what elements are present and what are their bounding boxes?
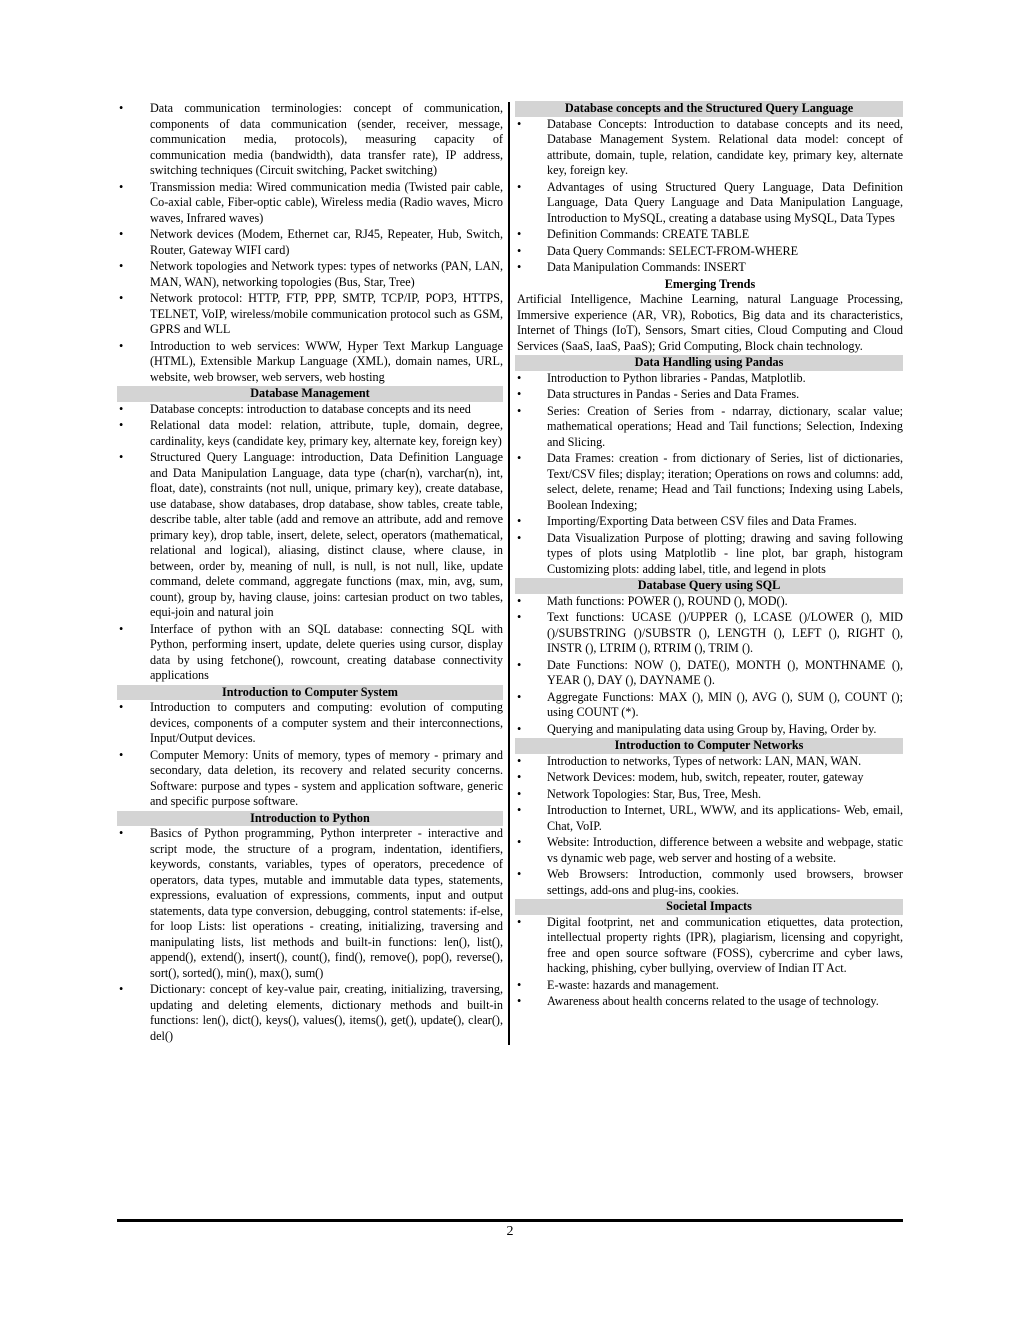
networking-list [117,101,503,385]
computer-networks-list [517,754,903,899]
list-item: • Database Concepts: Introduction to database concepts and its need, Database Management System. Relational data model: concept of attribute, domain, tuple, relation, candidate key, primary key, alternate key, foreign key. [517,117,903,179]
python-list [117,826,503,1044]
section-heading-societal-impacts: Societal Impacts [515,899,903,915]
list-item: • Relational data model: relation, attribute, tuple, domain, degree, cardinality, keys (candidate key, primary key, alternate key, foreign key) [117,418,503,449]
right-column [510,101,903,1045]
list-item: • Data structures in Pandas - Series and Data Frames. [517,387,903,403]
list-item: • Querying and manipulating data using Group by, Having, Order by. [517,722,903,738]
list-item: • Introduction to networks, Types of network: LAN, MAN, WAN. [517,754,903,770]
list-item: • Series: Creation of Series from - ndarray, dictionary, scalar value; mathematical operations; Head and Tail functions; Selection, Indexing and Slicing. [517,404,903,451]
list-item: • Database concepts: introduction to database concepts and its need [117,402,503,418]
list-item: • Interface of python with an SQL database: connecting SQL with Python, performing insert, update, delete queries using cursor, display data by using fetchone(), rowcount, creating database connectivity applications [117,622,503,684]
database-concepts-sql-list [517,117,903,276]
section-heading-database-management: Database Management [117,386,503,402]
list-item: • Data Manipulation Commands: INSERT [517,260,903,276]
two-column-layout [117,101,903,1045]
list-item: • Math functions: POWER (), ROUND (), MOD(). [517,594,903,610]
page-number: 2 [506,1224,514,1239]
list-item: • Introduction to web services: WWW, Hyper Text Markup Language (HTML), Extensible Markup Language (XML), domain names, URL, website, web browser, web servers, web hosting [117,339,503,386]
list-item: • Importing/Exporting Data between CSV files and Data Frames. [517,514,903,530]
section-heading-database-concepts-sql: Database concepts and the Structured Query Language [515,101,903,117]
list-item: • Date Functions: NOW (), DATE(), MONTH (), MONTHNAME (), YEAR (), DAY (), DAYNAME (). [517,658,903,689]
section-heading-sql-query: Database Query using SQL [515,578,903,594]
list-item: • E-waste: hazards and management. [517,978,903,994]
list-item: • Introduction to Python libraries - Pandas, Matplotlib. [517,371,903,387]
list-item: • Text functions: UCASE ()/UPPER (), LCASE ()/LOWER (), MID ()/SUBSTRING ()/SUBSTR (), LENGTH (), LEFT (), RIGHT (), INSTR (), LTRIM (), RTRIM (), TRIM (). [517,610,903,657]
list-item: • Website: Introduction, difference between a website and webpage, static vs dynamic web page, web server and hosting of a website. [517,835,903,866]
list-item: • Computer Memory: Units of memory, types of memory - primary and secondary, data deletion, its recovery and related security concerns. Software: purpose and types - system and application software, generic and specific purpose software. [117,748,503,810]
pandas-list [517,371,903,578]
societal-impacts-list [517,915,903,1010]
section-heading-computer-networks: Introduction to Computer Networks [515,738,903,754]
sql-query-list [517,594,903,738]
list-item: • Network devices (Modem, Ethernet car, RJ45, Repeater, Hub, Switch, Router, Gateway WIFI card) [117,227,503,258]
list-item: • Network Devices: modem, hub, switch, repeater, router, gateway [517,770,903,786]
list-item: • Structured Query Language: introduction, Data Definition Language and Data Manipulation Language, data type (char(n), varchar(n), int, float, date), constraints (not null, unique, primary key), create database, use database, show databases, drop database, show tables, create table, describe table, alter table (add and remove an attribute, add and remove primary key), drop table, insert, delete, select, operators (mathematical, relational and logical), aliasing, distinct clause, where clause, in between, order by, meaning of null, is null, is not null, like, update command, delete command, aggregate functions (max, min, avg, sum, count), group by, having clause, joins: cartesian product on two tables, equi-join and natural join [117,450,503,621]
list-item: • Introduction to computers and computing: evolution of computing devices, components of a computer system and their interconnections, Input/Output devices. [117,700,503,747]
footer-rule [117,1219,903,1222]
list-item: • Basics of Python programming, Python interpreter - interactive and script mode, the structure of a program, indentation, identifiers, keywords, constants, variables, types of operators, precedence of operators, data types, mutable and immutable data types, statements, expressions, evaluation of expressions, comments, input and output statements, data type conversion, debugging, control statements: if-else, for loop Lists: list operations - creating, initializing, traversing and manipulating lists, list methods and built-in functions: len(), list(), append(), extend(), insert(), count(), find(), remove(), pop(), reverse(), sort(), sorted(), min(), max(), sum() [117,826,503,981]
list-item: • Data Frames: creation - from dictionary of Series, list of dictionaries, Text/CSV files; display; iteration; Operations on rows and columns: add, select, delete, rename; Head and Tail functions; Indexing using Labels, Boolean Indexing; [517,451,903,513]
list-item: • Definition Commands: CREATE TABLE [517,227,903,243]
list-item: • Data Query Commands: SELECT-FROM-WHERE [517,244,903,260]
list-item: • Digital footprint, net and communication etiquettes, data protection, intellectual property rights (IPR), plagiarism, licensing and copyright, free and open source software (FOSS), cybercrime and cyber laws, hacking, phishing, cyber bullying, overview of Indian IT Act. [517,915,903,977]
database-management-list [117,402,503,684]
list-item: • Dictionary: concept of key-value pair, creating, initializing, traversing, updating and deleting elements, dictionary methods and built-in functions: len(), dict(), keys(), values(), items(), get(), update(), clear(), del() [117,982,503,1044]
section-heading-python: Introduction to Python [117,811,503,827]
list-item: • Web Browsers: Introduction, commonly used browsers, browser settings, add-ons and plug-ins, cookies. [517,867,903,898]
section-heading-pandas: Data Handling using Pandas [515,355,903,371]
computer-system-list [117,700,503,810]
section-heading-emerging-trends: Emerging Trends [664,276,756,291]
list-item: • Data communication terminologies: concept of communication, components of data communication (sender, receiver, message, communication media, protocols), measuring capacity of communication media (bandwidth), data transfer rate), IP address, switching techniques (Circuit switching, Packet switching) [117,101,503,179]
emerging-trends-text: Artificial Intelligence, Machine Learning, natural Language Processing, Immersive experience (AR, VR), Robotics, Big data and its characteristics, Internet of Things (IoT), Sensors, Smart cities, Cloud Computing and Cloud Services (SaaS, IaaS, PaaS); Grid Computing, Block chain technology. [517,292,903,353]
list-item: • Network Topologies: Star, Bus, Tree, Mesh. [517,787,903,803]
list-item: • Network protocol: HTTP, FTP, PPP, SMTP, TCP/IP, POP3, HTTPS, TELNET, VoIP, wireless/mobile communication protocol such as GSM, GPRS and WLL [117,291,503,338]
syllabus-page [117,101,903,1045]
list-item: • Introduction to Internet, URL, WWW, and its applications- Web, email, Chat, VoIP. [517,803,903,834]
section-heading-computer-system: Introduction to Computer System [117,685,503,701]
list-item: • Advantages of using Structured Query Language, Data Definition Language, Data Query Language and Data Manipulation Language, Introduction to MySQL, creating a database using MySQL, Data Types [517,180,903,227]
list-item: • Data Visualization Purpose of plotting; drawing and saving following types of plots using Matplotlib - line plot, bar graph, histogram Customizing plots: adding label, title, and legend in plots [517,531,903,578]
list-item: • Network topologies and Network types: types of networks (PAN, LAN, MAN, WAN), networking topologies (Bus, Star, Tree) [117,259,503,290]
list-item: • Aggregate Functions: MAX (), MIN (), AVG (), SUM (), COUNT (); using COUNT (*). [517,690,903,721]
list-item: • Transmission media: Wired communication media (Twisted pair cable, Co-axial cable, Fiber-optic cable), Wireless media (Radio waves, Micro waves, Infrared waves) [117,180,503,227]
list-item: • Awareness about health concerns related to the usage of technology. [517,994,903,1010]
left-column [117,101,508,1045]
